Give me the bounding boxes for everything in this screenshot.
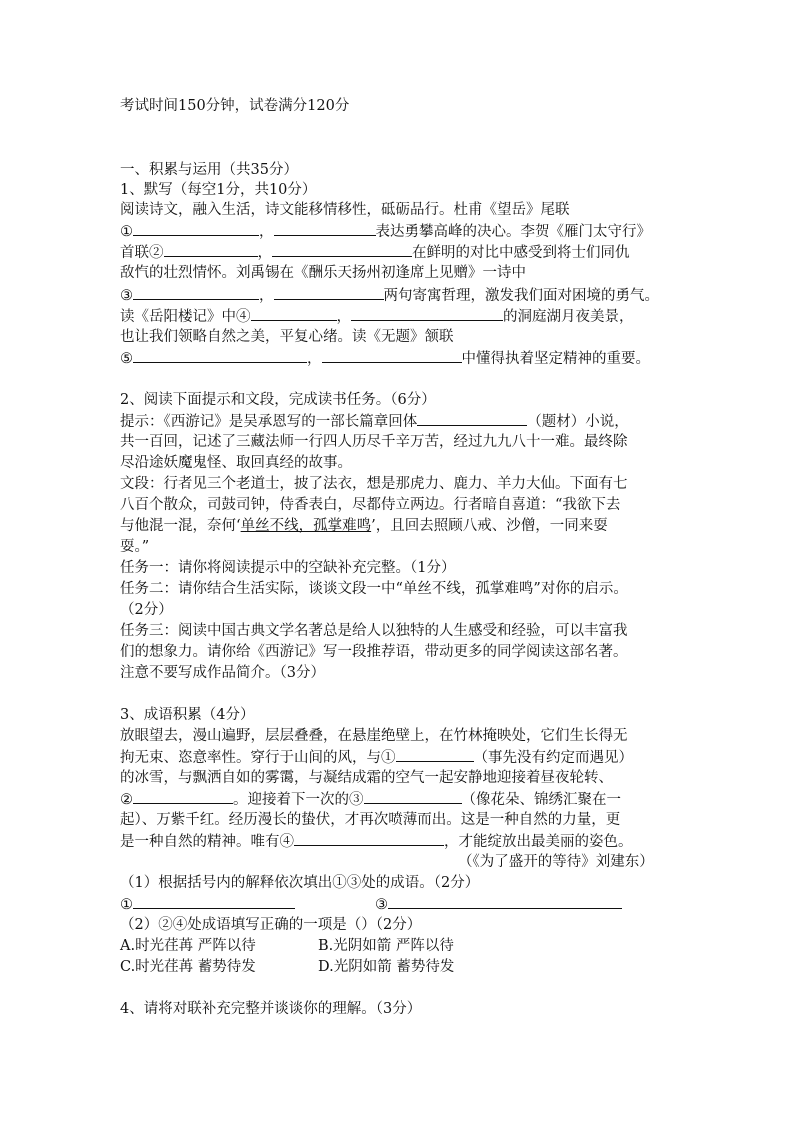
- q3-sub2: （2）②④处成语填写正确的一项是（）（2分）: [120, 917, 422, 933]
- q2-task1: 任务一：请你将阅读提示中的空缺补充完整。（1分）: [120, 560, 456, 576]
- q1-line: ⑤ ， 中懂得执着坚定精神的重要。: [120, 348, 650, 369]
- q1-title: 1、默写（每空1分，共10分）: [120, 182, 317, 198]
- blank-4[interactable]: [272, 242, 412, 257]
- option-c[interactable]: C.时光荏苒 蓄势待发: [120, 959, 256, 975]
- q2-hint: 提示：《西游记》是吴承恩写的一部长篇章回体 （题材）小说，: [120, 411, 629, 432]
- q3-passage: 起）、万紫千红。经历漫长的蛰伏，才再次喷薄而出。这是一种自然的力量，更: [120, 812, 621, 828]
- q2-passage: 文段：行者见三个老道士，披了法衣，想是那虎力、鹿力、羊力大仙。下面有七: [120, 476, 628, 492]
- q3-sub1: （1）根据括号内的解释依次填出①③处的成语。（2分）: [120, 875, 480, 891]
- q3-passage: 的冰雪，与飘洒自如的雾霭，与凝结成霜的空气一起安静地迎接着昼夜轮转、: [120, 770, 613, 786]
- q2-task3: 们的想象力。请你给《西游记》写一段推荐语，带动更多的同学阅读这部名著。: [120, 644, 628, 660]
- answer-blank-1[interactable]: [133, 894, 295, 909]
- q1-line: 首联② ， 在鲜明的对比中感受到将士们同仇: [120, 242, 630, 263]
- q2-task2: 任务二：请你结合生活实际，谈谈文段一中“单丝不线，孤掌难鸣”对你的启示。: [120, 581, 628, 597]
- q3-passage: 放眼望去，漫山遍野，层层叠叠，在悬崖绝壁上，在竹林掩映处，它们生长得无: [120, 728, 628, 744]
- q2-passage: 与他混一混，奈何‘单丝不线，孤掌难鸣’，且回去照顾八戒、沙僧，一同来耍: [120, 518, 608, 534]
- blank-9[interactable]: [133, 348, 307, 363]
- q1-line: 敌忾的壮烈情怀。刘禹锡在《酬乐天扬州初逢席上见赠》一诗中: [120, 265, 526, 281]
- blank-7[interactable]: [251, 306, 337, 321]
- q2-task3: 注意不要写成作品简介。（3分）: [120, 665, 325, 681]
- answer-blank-3[interactable]: [388, 894, 622, 909]
- underlined-phrase: 单丝不线，孤掌难鸣: [240, 518, 372, 534]
- blank-8[interactable]: [351, 306, 503, 321]
- q2-hint: 共一百回，记述了三藏法师一行四人历尽千辛万苦，经过九九八十一难。最终除: [120, 434, 628, 450]
- section-title: 一、积累与运用（共35分）: [120, 162, 298, 178]
- blank-idiom-4[interactable]: [294, 831, 444, 846]
- blank-genre[interactable]: [417, 411, 527, 426]
- blank-3[interactable]: [164, 242, 258, 257]
- blank-6[interactable]: [274, 285, 384, 300]
- q3-passage: 拘无束、恣意率性。穿行于山间的风，与① （事先没有约定而遇见）: [120, 747, 633, 768]
- q2-hint: 尽沿途妖魔鬼怪、取回真经的故事。: [120, 455, 352, 471]
- blank-idiom-3[interactable]: [364, 789, 462, 804]
- q2-task2: （2分）: [120, 602, 173, 618]
- blank-2[interactable]: [274, 221, 376, 236]
- q2-passage: 耍。”: [120, 539, 150, 555]
- blank-10[interactable]: [322, 348, 462, 363]
- q3-passage: ② 。迎接着下一次的③ （像花朵、锦绣汇聚在一: [120, 789, 621, 810]
- q1-line: 也让我们领略自然之美，平复心绪。读《无题》颔联: [120, 329, 454, 345]
- option-b[interactable]: B.光阴如箭 严阵以待: [318, 938, 454, 954]
- q1-line: 阅读诗文，融入生活，诗文能移情移性，砥砺品行。杜甫《望岳》尾联: [120, 202, 570, 218]
- q3-answer-line: ③: [375, 894, 622, 915]
- q3-answer-line: ①: [120, 894, 295, 915]
- blank-idiom-1[interactable]: [396, 747, 474, 762]
- q1-line: ① ， 表达勇攀高峰的决心。李贺《雁门太守行》: [120, 221, 651, 242]
- option-a[interactable]: A.时光荏苒 严阵以待: [120, 938, 256, 954]
- q1-line: 读《岳阳楼记》中④ ， 的洞庭湖月夜美景，: [120, 306, 634, 327]
- q4-title: 4、请将对联补充完整并谈谈你的理解。（3分）: [120, 1001, 422, 1017]
- q2-title: 2、阅读下面提示和文段，完成读书任务。（6分）: [120, 392, 436, 408]
- blank-1[interactable]: [133, 221, 259, 236]
- blank-idiom-2[interactable]: [133, 789, 233, 804]
- q1-line: ③ ， 两句寄寓哲理，激发我们面对困境的勇气。: [120, 285, 659, 306]
- blank-5[interactable]: [133, 285, 259, 300]
- q2-task3: 任务三：阅读中国古典文学名著总是给人以独特的人生感受和经验，可以丰富我: [120, 623, 628, 639]
- q3-source: （《为了盛开的等待》刘建东）: [458, 854, 654, 870]
- exam-info: 考试时间150分钟，试卷满分120分: [120, 98, 350, 114]
- option-d[interactable]: D.光阴如箭 蓄势待发: [318, 959, 455, 975]
- q2-passage: 八百个散众，司鼓司钟，侍香表白，尽都侍立两边。行者暗自喜道：“我欲下去: [120, 497, 621, 513]
- q3-passage: 是一种自然的精神。唯有④ ，才能绽放出最美丽的姿色。: [120, 831, 633, 852]
- q3-title: 3、成语积累（4分）: [120, 707, 255, 723]
